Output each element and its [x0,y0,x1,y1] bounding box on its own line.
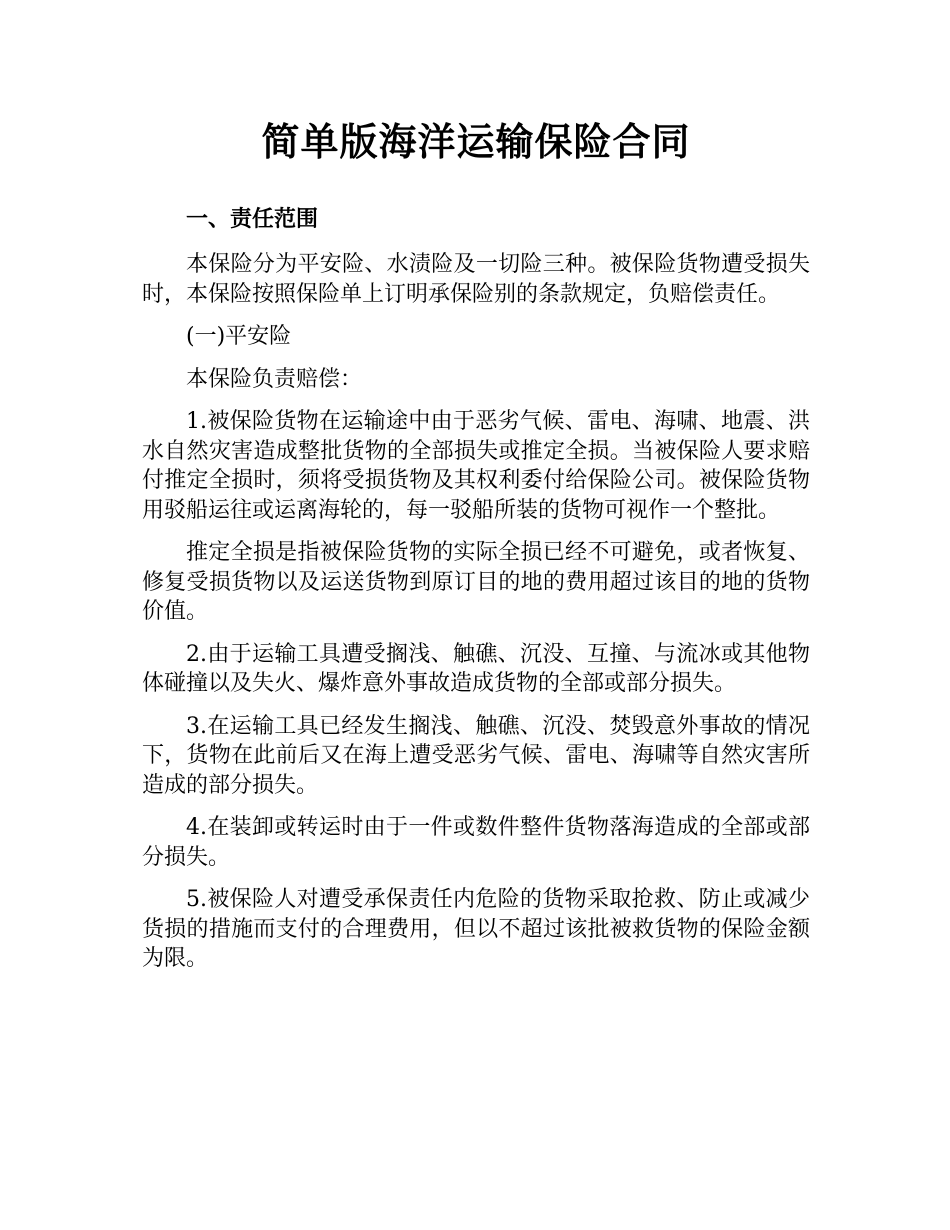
document-title: 简单版海洋运输保险合同 [261,120,691,164]
clause-5: 5.被保险人对遭受承保责任内危险的货物采取抢救、防止或减少货损的措施而支付的合理费用，但以不超过该批被救货物的保险金额为限。 [142,887,810,971]
paragraph-lead: 本保险负责赔偿： [186,366,363,392]
paragraph-intro: 本保险分为平安险、水渍险及一切险三种。被保险货物遭受损失时，本保险按照保险单上订明承保险别的条款规定，负赔偿责任。 [142,252,810,307]
paragraph-definition: 推定全损是指被保险货物的实际全损已经不可避免，或者恢复、修复受损货物以及运送货物到原订目的地的费用超过该目的地的货物价值。 [142,540,810,624]
clause-2: 2.由于运输工具遭受搁浅、触礁、沉没、互撞、与流冰或其他物体碰撞以及失火、爆炸意外事故造成货物的全部或部分损失。 [142,641,810,696]
document-body [142,250,810,987]
section-heading: 一、责任范围 [186,207,319,232]
clause-4: 4.在装卸或转运时由于一件或数件整件货物落海造成的全部或部分损失。 [142,815,810,870]
clause-1: 1.被保险货物在运输途中由于恶劣气候、雷电、海啸、地震、洪水自然灾害造成整批货物的全部损失或推定全损。当被保险人要求赔付推定全损时，须将受损货物及其权利委付给保险公司。被保险货物用驳船运往或运离海轮的，每一驳船所装的货物可视作一个整批。 [142,409,810,523]
subsection-heading: (一)平安险 [186,324,292,349]
clause-3: 3.在运输工具已经发生搁浅、触礁、沉没、焚毁意外事故的情况下，货物在此前后又在海上遭受恶劣气候、雷电、海啸等自然灾害所造成的部分损失。 [142,713,810,798]
